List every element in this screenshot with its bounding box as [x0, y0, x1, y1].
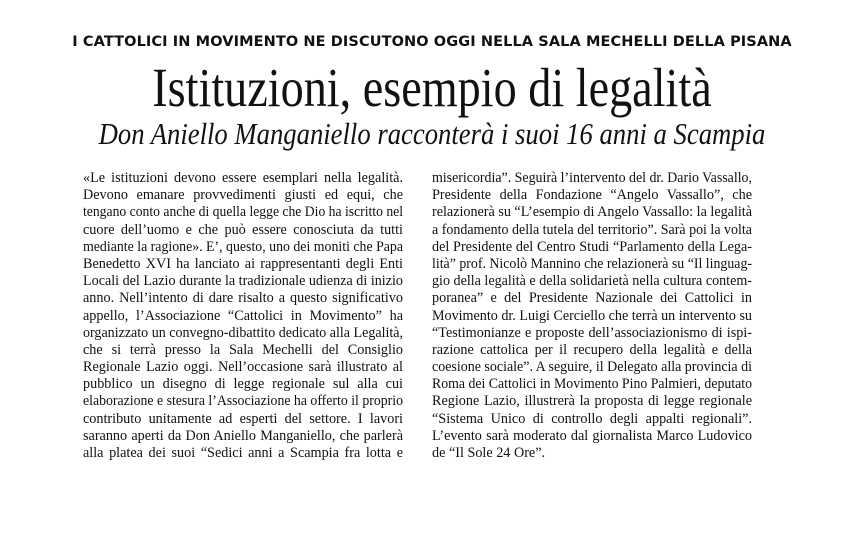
text-line: Regione Lazio, illustrerà la proposta di legge regionale: [432, 393, 752, 410]
text-line: organizzato un convegno-dibattito dedicato alla Legalità,: [83, 324, 403, 341]
text-line: tengano conto anche di quella legge che Dio ha iscritto nel: [83, 204, 403, 221]
text-line: alla platea dei suoi “Sedici anni a Scampia fra lotta e: [83, 445, 403, 461]
text-line: appello, l’Associazione “Cattolici in Movimento” ha: [83, 307, 403, 324]
text-line: cuore dell’uomo e che può essere conosciuta da tutti: [83, 221, 403, 238]
article-kicker: I CATTOLICI IN MOVIMENTO NE DISCUTONO OGGI NELLA SALA MECHELLI DELLA PISANA: [72, 34, 792, 50]
text-line: L’evento sarà moderato dal giornalista Marco Ludovico: [432, 427, 752, 444]
article-column-left: [83, 170, 403, 462]
text-line: Roma dei Cattolici in Movimento Pino Palmieri, deputato: [432, 376, 752, 393]
text-line: elaborazione e stesura l’Associazione ha offerto il proprio: [83, 393, 403, 410]
text-line: relazionerà su “L’esempio di Angelo Vassallo: la legalità: [432, 204, 752, 221]
text-line: Benedetto XVI ha lanciato ai rappresentanti degli Enti: [83, 255, 403, 272]
text-line: misericordia”. Seguirà l’intervento del dr. Dario Vassallo,: [432, 170, 752, 186]
text-line: Devono emanare provvedimenti giusti ed equi, che: [83, 187, 403, 204]
text-line: saranno aperti da Don Aniello Manganiello, che parlerà: [83, 427, 403, 444]
text-line: mediante la ragione». E’, questo, uno dei moniti che Papa: [83, 238, 403, 255]
article-column-right: [432, 170, 752, 462]
text-line: a fondamento della tutela del territorio”. Sarà poi la volta: [432, 221, 752, 238]
text-line: “Sistema Unico di controllo degli appalti regionali”.: [432, 410, 752, 427]
text-line: anno. Nell’intento di dare risalto a questo significativo: [83, 290, 403, 307]
text-line: «Le istituzioni devono essere esemplari nella legalità.: [83, 170, 403, 186]
text-line: che si terrà presso la Sala Mechelli del Consiglio: [83, 341, 403, 358]
text-line: Presidente della Fondazione “Angelo Vassallo”, che: [432, 187, 752, 204]
text-line: lità” prof. Nicolò Mannino che relazionerà su “Il linguag-: [432, 255, 752, 272]
text-line: coesione sociale”. A seguire, il Delegato alla provincia di: [432, 359, 752, 376]
text-line: razione cattolica per il recupero della legalità e della: [432, 341, 752, 358]
text-line: de “Il Sole 24 Ore”.: [432, 445, 546, 461]
article-headline: Istituzioni, esempio di legalità: [152, 57, 712, 118]
text-line: contributo unitamente ad esperti del settore. I lavori: [83, 410, 403, 427]
text-line: “Testimonianze e proposte dell’associazionismo di ispi-: [432, 324, 752, 341]
article-subhead: Don Aniello Manganiello racconterà i suoi 16 anni a Scampia: [98, 116, 766, 151]
text-line: poranea” e del Presidente Nazionale dei Cattolici in: [432, 290, 752, 307]
text-line: Locali del Lazio durante la tradizionale udienza di inizio: [83, 273, 403, 290]
text-line: Movimento dr. Luigi Cerciello che terrà un intervento su: [432, 307, 752, 324]
text-line: Regionale Lazio oggi. Nell’occasione sarà illustrato al: [83, 359, 403, 376]
text-line: del Presidente del Centro Studi “Parlamento della Lega-: [432, 238, 752, 255]
text-line: gio della legalità e della solidarietà nella cultura contem-: [432, 273, 752, 290]
text-line: pubblico un disegno di legge regionale sul alla cui: [83, 376, 403, 393]
